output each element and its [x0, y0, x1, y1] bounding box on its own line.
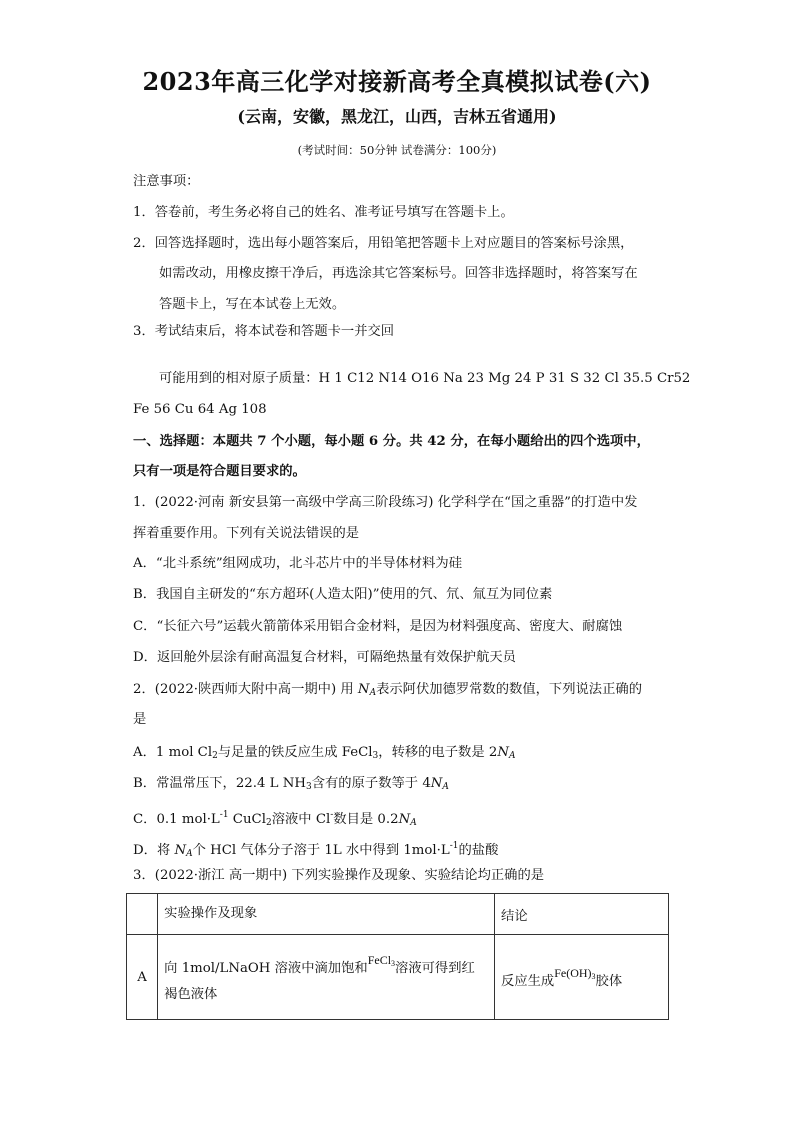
notes-heading: 注意事项：: [133, 174, 200, 189]
q2-stem: [133, 680, 673, 703]
q2-a-mid: 与足量的铁反应生成 FeCl: [217, 745, 373, 760]
q2-stem-pre: 2．(2022·陕西师大附中高一期中) 用: [133, 682, 358, 697]
row-op-post2: 褐色液体: [164, 986, 218, 1002]
q2-a-post: ，转移的电子数是 2: [378, 745, 498, 760]
row-op-chem-text: FeCl: [367, 952, 392, 967]
na-symbol: N: [174, 843, 187, 858]
q2-option-a: [133, 743, 673, 766]
page-subtitle: (云南，安徽，黑龙江，山西，吉林五省通用): [237, 107, 557, 126]
q2-a-pre: A．1 mol Cl: [133, 745, 213, 760]
q2-d-mid: 个 HCl 气体分子溶于 1L 水中得到 1mol·L: [192, 843, 450, 858]
atomic-masses-cont: Fe 56 Cu 64 Ag 108: [133, 402, 267, 417]
na-symbol: N: [497, 745, 509, 760]
q2-c-sub: 2: [265, 818, 272, 828]
na-subscript: A: [442, 782, 449, 792]
q1-option-b: B．我国自主研发的“东方超环(人造太阳)”使用的氕、氘、氚互为同位素: [133, 587, 553, 602]
q2-option-c: [133, 805, 673, 833]
na-subscript: A: [369, 688, 377, 698]
q2-option-d: [133, 836, 673, 864]
na-symbol: N: [430, 776, 443, 791]
q2-c-pre: C．0.1 mol·L: [133, 812, 220, 827]
q2-a-sub: 2: [212, 751, 218, 761]
q2-c-post: 数目是 0.2: [333, 812, 399, 827]
atomic-masses: 可能用到的相对原子质量：H 1 C12 N14 O16 Na 23 Mg 24 P 31 S 32 Cl 35.5 Cr52: [159, 371, 691, 386]
q2-c-sup2: -: [330, 810, 334, 820]
row-op-pre: 向 1mol/LNaOH 溶液中滴加饱和: [164, 960, 368, 976]
q3-table: [126, 893, 669, 1020]
notes-item-2-cont2: 答题卡上，写在本试卷上无效。: [159, 297, 346, 312]
notes-item-3: 3．考试结束后，将本试卷和答题卡一并交回: [133, 324, 395, 339]
row-op-chem-sub: 3: [391, 958, 396, 968]
table-header-row: [127, 894, 669, 935]
q2-b-sub: 3: [305, 782, 312, 792]
section-heading: 一、选择题：本题共 7 个小题，每小题 6 分。共 42 分，在每小题给出的四个选项中，: [133, 434, 650, 449]
q2-d-sup: -1: [449, 841, 459, 851]
row-conclusion-chem-text: Fe(OH): [554, 965, 592, 980]
q2-b-pre: B．常温常压下，22.4 L NH: [133, 776, 306, 791]
q3-stem: 3．(2022·浙江 高一期中) 下列实验操作及现象、实验结论均正确的是: [133, 868, 545, 883]
row-conclusion-chem-sub: 3: [591, 971, 596, 981]
q2-d-pre: D．将: [133, 843, 175, 858]
q2-stem-cont: 是: [133, 712, 147, 727]
row-conclusion-pre: 反应生成: [501, 973, 555, 989]
row-op-chem: [368, 953, 395, 967]
exam-info: (考试时间：50分钟 试卷满分：100分): [297, 143, 497, 157]
table-row-conclusion: [495, 935, 669, 1020]
q2-c-sup: -1: [219, 810, 229, 820]
table-row: [127, 935, 669, 1020]
notes-item-2-cont: 如需改动，用橡皮擦干净后，再选涂其它答案标号。回答非选择题时，将答案写在: [159, 266, 638, 281]
table-row-label: A: [127, 935, 158, 1020]
table-header-operation: 实验操作及现象: [158, 894, 495, 935]
table-header-conclusion: 结论: [495, 894, 669, 935]
row-conclusion-chem: [554, 966, 595, 980]
q1-option-d: D．返回舱外层涂有耐高温复合材料，可隔绝热量有效保护航天员: [133, 650, 516, 665]
row-conclusion-post: 胶体: [595, 973, 623, 989]
table-row-operation: [158, 935, 495, 1020]
na-symbol: N: [357, 682, 370, 697]
q2-b-post: 含有的原子数等于 4: [311, 776, 431, 791]
q2-a-sub2: 3: [372, 751, 379, 761]
q2-c-mid2: 溶液中 Cl: [271, 812, 331, 827]
na-symbol: N: [398, 812, 411, 827]
na-subscript: A: [410, 818, 417, 828]
q1-option-c: C．“长征六号”运载火箭箭体采用铝合金材料，是因为材料强度高、密度大、耐腐蚀: [133, 619, 623, 634]
q2-stem-post: 表示阿伏加德罗常数的数值，下列说法正确的: [376, 682, 642, 697]
notes-item-1: 1．答卷前，考生务必将自己的姓名、准考证号填写在答题卡上。: [133, 205, 514, 220]
q1-stem: 1．(2022·河南 新安县第一高级中学高三阶段练习) 化学科学在“国之重器”的打造中发: [133, 495, 638, 510]
q1-stem-cont: 挥着重要作用。下列有关说法错误的是: [133, 526, 360, 541]
row-op-post1: 溶液可得到红: [395, 960, 475, 976]
page-title: 2023年高三化学对接新高考全真模拟试卷(六): [142, 67, 652, 96]
q2-d-post: 的盐酸: [458, 843, 499, 858]
q2-c-mid: CuCl: [228, 812, 266, 827]
table-header-blank: [127, 894, 158, 935]
q2-option-b: [133, 774, 673, 797]
notes-item-2: 2．回答选择题时，选出每小题答案后，用铅笔把答题卡上对应题目的答案标号涂黑，: [133, 236, 634, 251]
na-subscript: A: [508, 751, 516, 761]
q1-option-a: A．“北斗系统”组网成功，北斗芯片中的半导体材料为硅: [133, 556, 463, 571]
na-subscript: A: [186, 849, 193, 859]
section-heading-cont: 只有一项是符合题目要求的。: [133, 464, 306, 479]
